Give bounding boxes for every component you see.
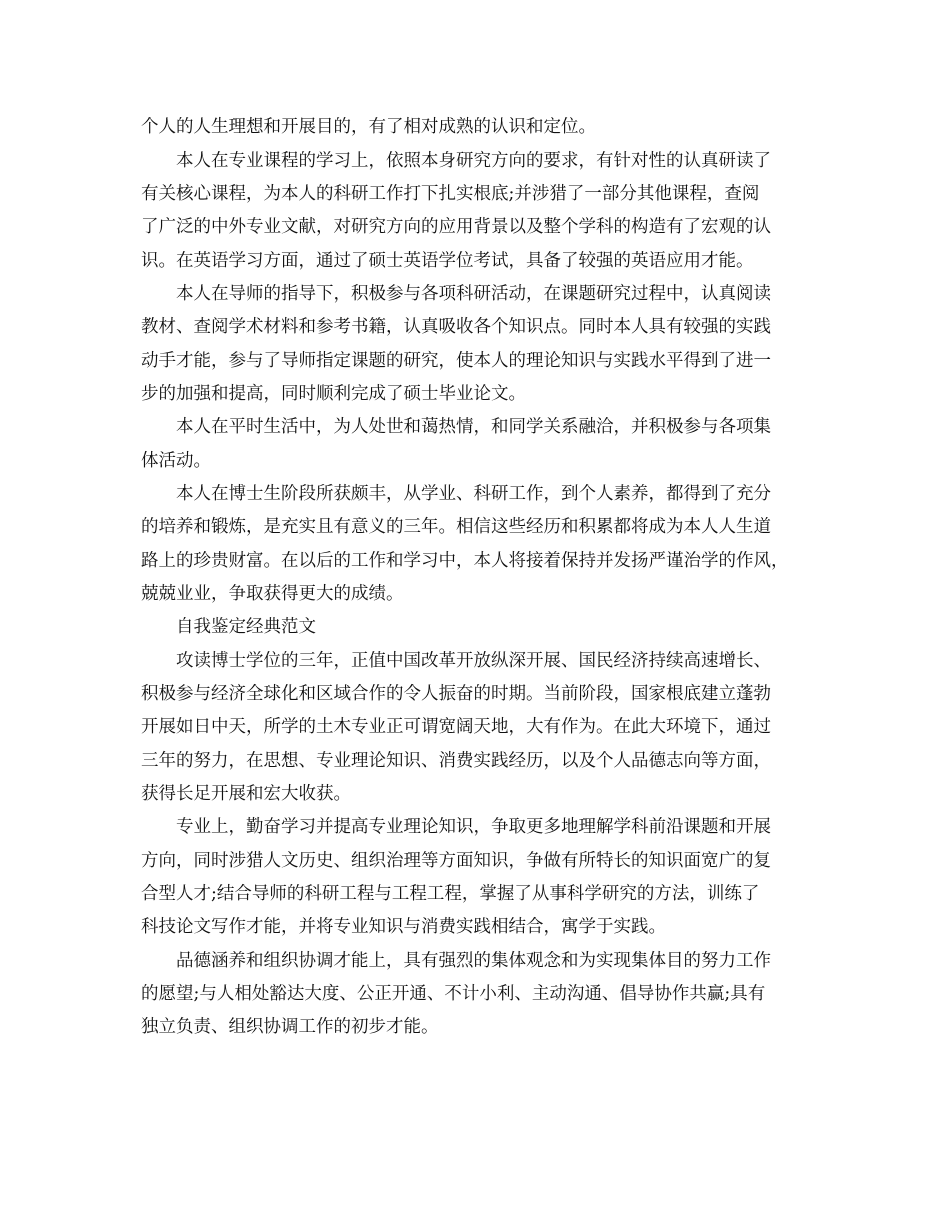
text-line: 路上的珍贵财富。在以后的工作和学习中，本人将接着保持并发扬严谨治学的作风， — [141, 551, 789, 571]
text-line: 获得长足开展和宏大收获。 — [141, 784, 351, 804]
text-line: 步的加强和提高，同时顺利完成了硕士毕业论文。 — [141, 384, 526, 404]
text-line: 积极参与经济全球化和区域合作的令人振奋的时期。当前阶段，国家根底建立蓬勃 — [141, 684, 771, 704]
text-line: 攻读博士学位的三年，正值中国改革开放纵深开展、国民经济持续高速增长、 — [176, 651, 771, 671]
text-line: 专业上，勤奋学习并提高专业理论知识，争取更多地理解学科前沿课题和开展 — [176, 817, 771, 837]
text-line: 有关核心课程，为本人的科研工作打下扎实根底;并涉猎了一部分其他课程，查阅 — [141, 184, 760, 204]
text-line: 科技论文写作才能，并将专业知识与消费实践相结合，寓学于实践。 — [141, 917, 666, 937]
text-line: 体活动。 — [141, 451, 211, 471]
text-line: 兢兢业业，争取获得更大的成绩。 — [141, 584, 404, 604]
text-line: 本人在导师的指导下，积极参与各项科研活动，在课题研究过程中，认真阅读 — [176, 284, 771, 304]
text-line: 方向，同时涉猎人文历史、组织治理等方面知识，争做有所特长的知识面宽广的复 — [141, 851, 771, 871]
text-line: 开展如日中天，所学的土木专业正可谓宽阔天地，大有作为。在此大环境下，通过 — [141, 717, 771, 737]
text-line: 本人在博士生阶段所获颇丰，从学业、科研工作，到个人素养，都得到了充分 — [176, 484, 771, 504]
text-line: 独立负责、组织协调工作的初步才能。 — [141, 1017, 439, 1037]
text-line: 本人在专业课程的学习上，依照本身研究方向的要求，有针对性的认真研读了 — [176, 151, 771, 171]
text-line: 本人在平时生活中，为人处世和蔼热情，和同学关系融洽，并积极参与各项集 — [176, 417, 771, 437]
text-line: 教材、查阅学术材料和参考书籍，认真吸收各个知识点。同时本人具有较强的实践 — [141, 317, 771, 337]
text-line: 的培养和锻炼，是充实且有意义的三年。相信这些经历和积累都将成为本人人生道 — [141, 517, 771, 537]
section-heading: 自我鉴定经典范文 — [176, 617, 316, 637]
text-line: 三年的努力，在思想、专业理论知识、消费实践经历，以及个人品德志向等方面， — [141, 751, 771, 771]
text-line: 了广泛的中外专业文献，对研究方向的应用背景以及整个学科的构造有了宏观的认 — [141, 217, 771, 237]
text-line: 动手才能，参与了导师指定课题的研究，使本人的理论知识与实践水平得到了进一 — [141, 351, 771, 371]
text-line: 品德涵养和组织协调才能上，具有强烈的集体观念和为实现集体目的努力工作 — [176, 951, 771, 971]
text-line: 个人的人生理想和开展目的，有了相对成熟的认识和定位。 — [141, 117, 596, 137]
text-line: 识。在英语学习方面，通过了硕士英语学位考试，具备了较强的英语应用才能。 — [141, 251, 754, 271]
text-line: 合型人才;结合导师的科研工程与工程工程，掌握了从事科学研究的方法，训练了 — [141, 884, 760, 904]
text-line: 的愿望;与人相处豁达大度、公正开通、不计小利、主动沟通、倡导协作共赢;具有 — [141, 984, 766, 1004]
